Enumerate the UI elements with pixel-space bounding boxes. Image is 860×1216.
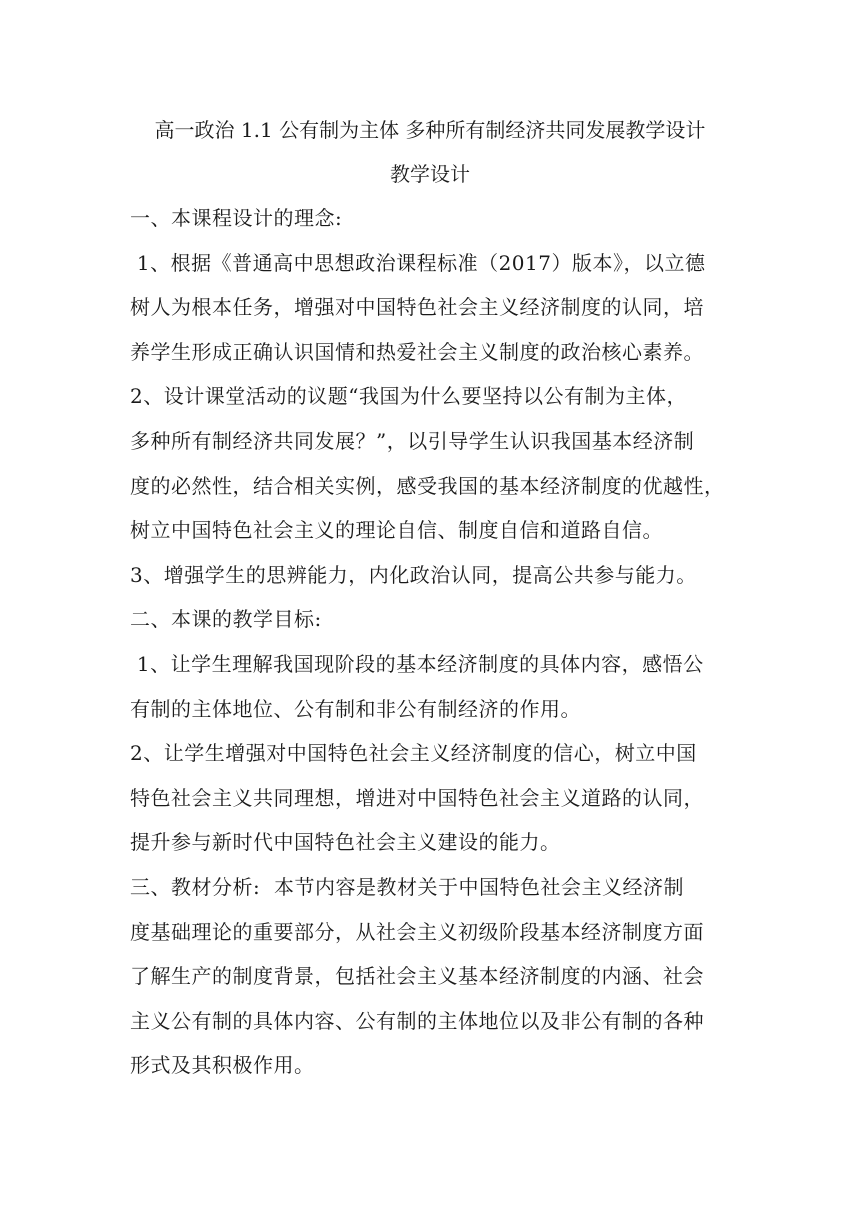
paragraph-line: 提升参与新时代中国特色社会主义建设的能力。 (130, 830, 561, 855)
paragraph-line: 多种所有制经济共同发展？”，以引导学生认识我国基本经济制 (130, 428, 695, 453)
paragraph-line: 有制的主体地位、公有制和非公有制经济的作用。 (130, 696, 581, 721)
document-page (130, 108, 730, 1088)
paragraph-line: 1、让学生理解我国现阶段的基本经济制度的具体内容，感悟公 (130, 651, 704, 676)
paragraph-line: 养学生形成正确认识国情和热爱社会主义制度的政治核心素养。 (130, 339, 704, 364)
paragraph-line: 2、设计课堂活动的议题“我国为什么要坚持以公有制为主体， (130, 384, 687, 409)
paragraph-line: 2、让学生增强对中国特色社会主义经济制度的信心，树立中国 (130, 741, 697, 766)
paragraph-line: 1、根据《普通高中思想政治课程标准（2017）版本》，以立德 (130, 250, 706, 275)
document-title: 高一政治 1.1 公有制为主体 多种所有制经济共同发展教学设计 (154, 118, 706, 142)
paragraph-line: 度基础理论的重要部分，从社会主义初级阶段基本经济制度方面 (130, 919, 704, 944)
paragraph-line: 树人为根本任务，增强对中国特色社会主义经济制度的认同，培 (130, 295, 704, 320)
document-subtitle: 教学设计 (390, 162, 470, 186)
paragraph-line: 度的必然性，结合相关实例，感受我国的基本经济制度的优越性， (130, 473, 725, 498)
section-heading-analysis: 三、教材分析: 本节内容是教材关于中国特色社会主义经济制 (130, 874, 684, 899)
paragraph-line: 3、增强学生的思辨能力，内化政治认同，提高公共参与能力。 (130, 562, 697, 587)
section-heading-concept: 一、本课程设计的理念: (130, 206, 343, 230)
paragraph-line: 树立中国特色社会主义的理论自信、制度自信和道路自信。 (130, 518, 663, 543)
paragraph-line: 了解生产的制度背景，包括社会主义基本经济制度的内涵、社会 (130, 964, 704, 989)
paragraph-line: 形式及其积极作用。 (130, 1053, 315, 1078)
paragraph-line: 主义公有制的具体内容、公有制的主体地位以及非公有制的各种 (130, 1008, 704, 1033)
section-heading-objectives: 二、本课的教学目标: (130, 607, 322, 632)
paragraph-line: 特色社会主义共同理想，增进对中国特色社会主义道路的认同， (130, 785, 704, 810)
